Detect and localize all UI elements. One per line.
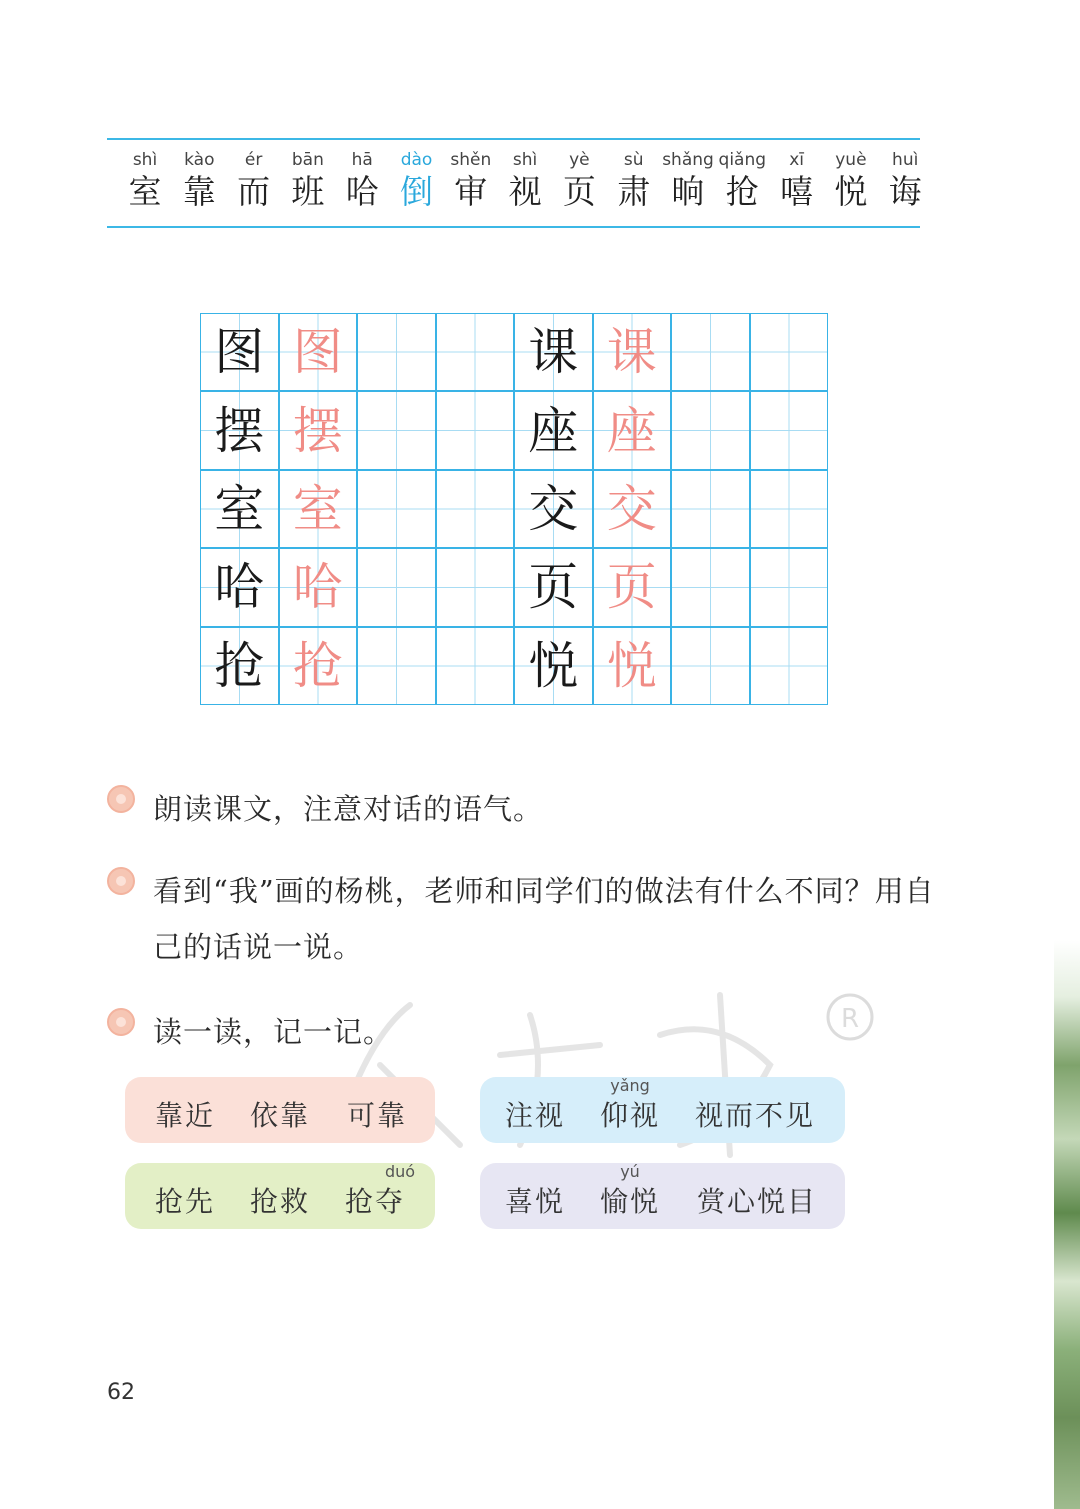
new-character bbox=[604, 148, 664, 212]
new-character bbox=[495, 148, 555, 212]
empty-practice-cell bbox=[436, 548, 515, 626]
trace-character: 课 bbox=[593, 313, 672, 391]
model-character: 室 bbox=[200, 470, 279, 548]
chip-word: 喜悦 bbox=[505, 1185, 566, 1218]
empty-practice-cell bbox=[750, 391, 829, 469]
new-character bbox=[441, 148, 501, 212]
hanzi: 视 bbox=[508, 172, 542, 211]
new-character bbox=[767, 148, 827, 212]
empty-practice-cell bbox=[436, 627, 515, 705]
pinyin: shǎng bbox=[662, 150, 714, 170]
pinyin: shì bbox=[512, 150, 538, 170]
model-character: 页 bbox=[514, 548, 593, 626]
hanzi: 哈 bbox=[345, 172, 379, 211]
chip-word: duó 抢夺 bbox=[345, 1162, 416, 1218]
hanzi: 室 bbox=[128, 172, 162, 211]
new-character bbox=[332, 148, 392, 212]
hanzi: 页 bbox=[562, 172, 596, 211]
new-character bbox=[115, 148, 175, 212]
model-character: 图 bbox=[200, 313, 279, 391]
empty-practice-cell bbox=[671, 627, 750, 705]
new-character bbox=[224, 148, 284, 212]
new-character bbox=[658, 148, 718, 212]
model-character: 悦 bbox=[514, 627, 593, 705]
empty-practice-cell bbox=[671, 391, 750, 469]
empty-practice-cell bbox=[436, 391, 515, 469]
hanzi: 而 bbox=[237, 172, 271, 211]
empty-practice-cell bbox=[436, 470, 515, 548]
trace-character: 摆 bbox=[279, 391, 358, 469]
hanzi: 诲 bbox=[888, 172, 922, 211]
top-rule bbox=[107, 138, 920, 140]
model-character: 交 bbox=[514, 470, 593, 548]
pinyin: kào bbox=[184, 150, 215, 170]
trace-character: 交 bbox=[593, 470, 672, 548]
hanzi: 肃 bbox=[617, 172, 651, 211]
question-marker-icon bbox=[107, 867, 135, 895]
word-chip-qiang bbox=[125, 1163, 435, 1229]
empty-practice-cell bbox=[750, 470, 829, 548]
chip-word: 赏心悦目 bbox=[697, 1185, 818, 1218]
question-marker-icon bbox=[107, 1008, 135, 1036]
pinyin: ér bbox=[244, 150, 263, 170]
chip-word: 靠近 bbox=[155, 1099, 216, 1132]
pinyin: bān bbox=[291, 150, 324, 170]
trace-character: 页 bbox=[593, 548, 672, 626]
empty-practice-cell bbox=[436, 313, 515, 391]
pinyin-annotation: yú bbox=[620, 1162, 640, 1181]
pinyin: huì bbox=[892, 150, 919, 170]
chip-word: 注视 bbox=[505, 1099, 566, 1132]
model-character: 摆 bbox=[200, 391, 279, 469]
hanzi: 悦 bbox=[834, 172, 868, 211]
word-chip-yue bbox=[480, 1163, 845, 1229]
empty-practice-cell bbox=[671, 470, 750, 548]
page-number: 62 bbox=[107, 1380, 135, 1405]
pinyin: shěn bbox=[450, 150, 492, 170]
chip-word: yú 愉悦 bbox=[600, 1162, 661, 1218]
hanzi: 嘻 bbox=[780, 172, 814, 211]
hanzi: 倒 bbox=[400, 172, 433, 211]
word-chip-kao bbox=[125, 1077, 435, 1143]
question-1-text: 朗读课文，注意对话的语气。 bbox=[153, 792, 544, 826]
edge-photo-strip bbox=[1054, 940, 1080, 1509]
model-character: 抢 bbox=[200, 627, 279, 705]
chip-word: 视而不见 bbox=[695, 1099, 816, 1132]
hanzi: 抢 bbox=[725, 172, 759, 211]
empty-practice-cell bbox=[671, 313, 750, 391]
new-characters-row bbox=[107, 148, 920, 218]
hanzi: 靠 bbox=[182, 172, 216, 211]
empty-practice-cell bbox=[357, 391, 436, 469]
bottom-rule bbox=[107, 226, 920, 228]
pinyin: hā bbox=[351, 150, 373, 170]
pinyin: dào bbox=[400, 150, 433, 170]
empty-practice-cell bbox=[750, 548, 829, 626]
question-marker-icon bbox=[107, 785, 135, 813]
model-character: 座 bbox=[514, 391, 593, 469]
new-character bbox=[387, 148, 447, 212]
hanzi: 晌 bbox=[671, 172, 705, 211]
trace-character: 哈 bbox=[279, 548, 358, 626]
question-3 bbox=[107, 1004, 937, 1060]
hanzi: 审 bbox=[454, 172, 488, 211]
chip-word: 依靠 bbox=[250, 1099, 311, 1132]
trace-character: 室 bbox=[279, 470, 358, 548]
empty-practice-cell bbox=[750, 627, 829, 705]
empty-practice-cell bbox=[357, 627, 436, 705]
empty-practice-cell bbox=[357, 313, 436, 391]
new-character bbox=[169, 148, 229, 212]
new-character bbox=[712, 148, 772, 212]
word-chip-shi bbox=[480, 1077, 845, 1143]
trace-character: 悦 bbox=[593, 627, 672, 705]
empty-practice-cell bbox=[750, 313, 829, 391]
chip-word: 抢先 bbox=[155, 1185, 216, 1218]
svg-text:R: R bbox=[840, 1004, 860, 1034]
pinyin: qiǎng bbox=[718, 150, 767, 170]
pinyin-annotation: yǎng bbox=[610, 1076, 650, 1095]
empty-practice-cell bbox=[671, 548, 750, 626]
writing-practice-grid bbox=[200, 313, 828, 705]
model-character: 课 bbox=[514, 313, 593, 391]
question-2-text: 看到“我”画的杨桃，老师和同学们的做法有什么不同？用自己的话说一说。 bbox=[153, 874, 935, 964]
trace-character: 图 bbox=[279, 313, 358, 391]
question-2 bbox=[107, 863, 937, 975]
chip-word: 可靠 bbox=[347, 1099, 408, 1132]
new-character bbox=[278, 148, 338, 212]
new-character bbox=[821, 148, 881, 212]
empty-practice-cell bbox=[357, 548, 436, 626]
pinyin: yuè bbox=[835, 150, 867, 170]
question-1 bbox=[107, 781, 937, 837]
pinyin: xī bbox=[789, 150, 804, 170]
trace-character: 座 bbox=[593, 391, 672, 469]
new-character bbox=[875, 148, 935, 212]
trace-character: 抢 bbox=[279, 627, 358, 705]
chip-word: yǎng 仰视 bbox=[600, 1076, 661, 1132]
empty-practice-cell bbox=[357, 470, 436, 548]
model-character: 哈 bbox=[200, 548, 279, 626]
hanzi: 班 bbox=[291, 172, 325, 211]
pinyin-annotation: duó bbox=[385, 1162, 416, 1181]
new-character bbox=[549, 148, 609, 212]
pinyin: yè bbox=[569, 150, 590, 170]
pinyin: shì bbox=[132, 150, 158, 170]
pinyin: sù bbox=[623, 150, 644, 170]
chip-word: 抢救 bbox=[250, 1185, 311, 1218]
question-3-text: 读一读，记一记。 bbox=[153, 1015, 394, 1049]
